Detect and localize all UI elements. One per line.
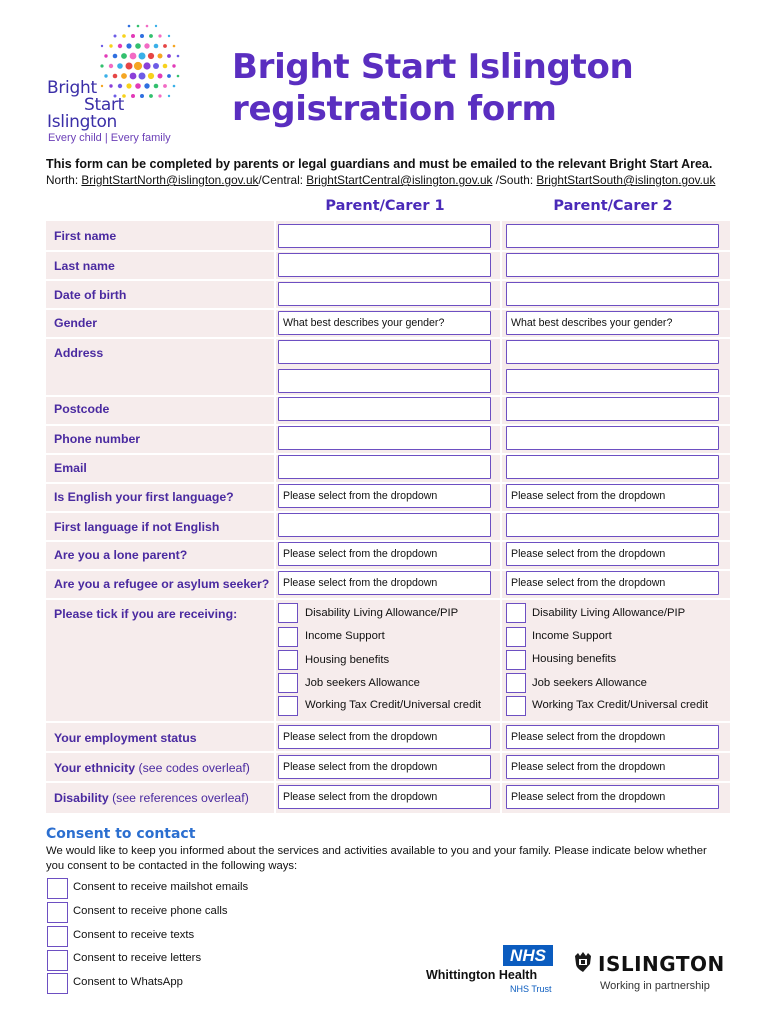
north-email-link[interactable]: BrightStartNorth@islington.gov.uk [81, 173, 259, 187]
consent-phone-label: Consent to receive phone calls [73, 905, 228, 917]
consent-phone-checkbox[interactable] [47, 902, 68, 923]
p1-phone-input[interactable] [278, 426, 491, 450]
logo-dot [167, 74, 171, 78]
p2-phone-input[interactable] [506, 426, 719, 450]
column-header-parent-2: Parent/Carer 2 [553, 198, 673, 214]
logo-dot [139, 53, 146, 60]
consent-texts-label: Consent to receive texts [73, 929, 195, 941]
p1-email-input[interactable] [278, 455, 491, 479]
row-divider [46, 598, 730, 600]
label-email: Email [54, 461, 87, 475]
p2-benefit-label: Job seekers Allowance [532, 677, 647, 689]
logo-dot [126, 43, 131, 48]
logo-dot [137, 25, 140, 28]
p1-first-name-input[interactable] [278, 224, 491, 248]
logo-dot [167, 54, 171, 58]
label-first-name: First name [54, 229, 117, 243]
p1-benefit-checkbox[interactable] [278, 603, 298, 623]
page-title [232, 46, 732, 130]
consent-mailshot-label: Consent to receive mailshot emails [73, 881, 249, 893]
p1-dob-input[interactable] [278, 282, 491, 306]
logo-dot [149, 34, 153, 38]
logo-dot [143, 62, 150, 69]
logo-dot [177, 75, 180, 78]
ethnicity-text: Your ethnicity [54, 761, 136, 775]
nhs-organisation-name: Whittington Health [426, 968, 538, 982]
row-divider [46, 308, 730, 310]
p2-gender-select[interactable]: What best describes your gender? [506, 311, 719, 335]
p2-benefit-label: Working Tax Credit/Universal credit [532, 699, 709, 711]
p2-benefit-checkbox[interactable] [506, 627, 526, 647]
logo-dot [109, 64, 113, 68]
ethnicity-note: (see codes overleaf) [135, 761, 250, 775]
consent-letters-label: Consent to receive letters [73, 952, 202, 964]
logo-dot [172, 64, 175, 67]
row-divider [46, 721, 730, 723]
p2-email-input[interactable] [506, 455, 719, 479]
logo-word-start: Start [84, 95, 125, 115]
label-disability [54, 791, 249, 805]
islington-council-logo: ISLINGTON [598, 952, 725, 976]
nhs-logo: NHS [503, 945, 553, 966]
p2-lone-parent-select[interactable]: Please select from the dropdown [506, 542, 719, 566]
logo-dot [114, 35, 117, 38]
label-phone-number: Phone number [54, 432, 141, 446]
p1-benefit-label: Working Tax Credit/Universal credit [305, 699, 482, 711]
row-divider [46, 337, 730, 339]
logo-dot [140, 94, 144, 98]
p2-benefit-label: Housing benefits [532, 653, 617, 665]
p1-ethnicity-select[interactable]: Please select from the dropdown [278, 755, 491, 779]
logo-dot [118, 44, 122, 48]
label-ethnicity [54, 761, 250, 775]
p1-employment-select[interactable]: Please select from the dropdown [278, 725, 491, 749]
logo-dot [144, 43, 149, 48]
logo-dot [140, 34, 144, 38]
logo-dot [126, 83, 131, 88]
p1-refugee-select[interactable]: Please select from the dropdown [278, 571, 491, 595]
south-email-link[interactable]: BrightStartSouth@islington.gov.uk [536, 173, 716, 187]
label-english-first-language: Is English your first language? [54, 490, 234, 504]
label-gender: Gender [54, 316, 98, 330]
p1-benefit-label: Job seekers Allowance [305, 677, 420, 689]
logo-dot [168, 35, 170, 37]
logo-dot [100, 64, 103, 67]
logo-dot [135, 43, 141, 49]
p1-last-name-input[interactable] [278, 253, 491, 277]
p1-benefit-label: Income Support [305, 630, 385, 642]
logo-dot [148, 73, 154, 79]
label-postcode: Postcode [54, 402, 110, 416]
logo-tagline: Every child | Every family [48, 132, 171, 144]
consent-mailshot-checkbox[interactable] [47, 878, 68, 899]
label-first-language: First language if not English [54, 520, 220, 534]
logo-dot [109, 44, 112, 47]
row-divider [46, 279, 730, 281]
label-date-of-birth: Date of birth [54, 288, 127, 302]
consent-text: We would like to keep you informed about the services and activities available to you and your family. Please indicate below whether you consent to be contacted in the following ways: [46, 845, 707, 872]
logo-dot [146, 25, 149, 28]
central-label: /Central: [258, 173, 307, 187]
islington-crest-icon [572, 950, 594, 974]
p2-last-name-input[interactable] [506, 253, 719, 277]
logo-dot [121, 73, 127, 79]
logo-dot [158, 94, 161, 97]
label-address: Address [54, 346, 104, 360]
logo-dot [131, 94, 135, 98]
logo-dot [117, 63, 123, 69]
p2-english-select[interactable]: Please select from the dropdown [506, 484, 719, 508]
logo-dot [109, 84, 112, 87]
label-employment-status: Your employment status [54, 731, 197, 745]
p2-postcode-input[interactable] [506, 397, 719, 421]
title-line-1: Bright Start Islington [232, 47, 634, 87]
title-line-2: registration form [232, 89, 557, 129]
logo-dot [135, 83, 141, 89]
logo-dot [104, 54, 107, 57]
logo-dot [144, 83, 149, 88]
p2-address-line-1-input[interactable] [506, 340, 719, 364]
partnership-tagline: Working in partnership [600, 980, 710, 992]
p1-address-line-1-input[interactable] [278, 340, 491, 364]
logo-dot [134, 62, 142, 70]
logo-dot [163, 64, 168, 69]
nhs-trust-label: NHS Trust [510, 984, 552, 994]
column-divider [500, 221, 502, 813]
intro-text: This form can be completed by parents or legal guardians and must be emailed to the relevant Bright Start Area. [46, 157, 713, 171]
label-last-name: Last name [54, 259, 115, 273]
p1-benefit-checkbox[interactable] [278, 696, 298, 716]
p2-disability-select[interactable]: Please select from the dropdown [506, 785, 719, 809]
logo-dot [101, 85, 103, 87]
north-label: North: [46, 173, 82, 187]
logo-dot [173, 45, 176, 48]
logo-dot [128, 25, 131, 28]
logo-dot [139, 73, 146, 80]
logo-dot [158, 74, 163, 79]
p1-benefit-checkbox[interactable] [278, 673, 298, 693]
p1-benefit-label: Disability Living Allowance/PIP [305, 607, 459, 619]
consent-letters-checkbox[interactable] [47, 950, 68, 971]
logo-dot [158, 34, 161, 37]
p2-first-language-input[interactable] [506, 513, 719, 537]
p2-benefit-checkbox[interactable] [506, 673, 526, 693]
p2-benefit-label: Disability Living Allowance/PIP [532, 607, 686, 619]
logo-dot [101, 45, 103, 47]
central-email-link[interactable]: BrightStartCentral@islington.gov.uk [306, 173, 493, 187]
p1-first-language-input[interactable] [278, 513, 491, 537]
logo-word-bright: Bright [47, 78, 97, 98]
logo-dot [131, 34, 135, 38]
logo-dot [154, 84, 159, 89]
p1-benefit-checkbox[interactable] [278, 627, 298, 647]
label-lone-parent: Are you a lone parent? [54, 548, 188, 562]
p1-gender-select[interactable]: What best describes your gender? [278, 311, 491, 335]
disability-text: Disability [54, 791, 109, 805]
logo-dot [163, 44, 167, 48]
logo-dot [126, 63, 133, 70]
logo-dot [163, 84, 167, 88]
row-divider [46, 250, 730, 252]
p1-benefit-checkbox[interactable] [278, 650, 298, 670]
logo-dot [154, 44, 159, 49]
south-label: /South: [492, 173, 537, 187]
logo-dot [122, 34, 126, 38]
consent-whatsapp-checkbox[interactable] [47, 973, 68, 994]
consent-whatsapp-label: Consent to WhatsApp [73, 976, 183, 988]
consent-texts-checkbox[interactable] [47, 926, 68, 947]
logo-dot [155, 25, 157, 27]
logo-dot [153, 63, 159, 69]
logo-dot [118, 84, 122, 88]
logo-dot [177, 55, 180, 58]
p1-lone-parent-select[interactable]: Please select from the dropdown [278, 542, 491, 566]
logo-dot [104, 74, 107, 77]
p2-refugee-select[interactable]: Please select from the dropdown [506, 571, 719, 595]
logo-dot [149, 94, 153, 98]
p2-benefit-label: Income Support [532, 630, 612, 642]
logo-dot [173, 85, 176, 88]
p2-benefit-checkbox[interactable] [506, 603, 526, 623]
logo-dot [121, 53, 127, 59]
row-divider [46, 751, 730, 753]
logo-word-islington: Islington [47, 112, 118, 132]
p2-ethnicity-select[interactable]: Please select from the dropdown [506, 755, 719, 779]
row-divider [46, 781, 730, 783]
label-refugee: Are you a refugee or asylum seeker? [54, 577, 270, 591]
p2-employment-select[interactable]: Please select from the dropdown [506, 725, 719, 749]
p2-benefit-checkbox[interactable] [506, 696, 526, 716]
logo-dot [148, 53, 154, 59]
logo-dot [158, 54, 163, 59]
logo-dot [113, 74, 118, 79]
p2-first-name-input[interactable] [506, 224, 719, 248]
column-header-parent-1: Parent/Carer 1 [325, 198, 445, 214]
label-benefits: Please tick if you are receiving: [54, 607, 238, 621]
logo-dot [130, 73, 137, 80]
p1-benefit-label: Housing benefits [305, 654, 390, 666]
p2-benefit-checkbox[interactable] [506, 650, 526, 670]
p2-address-line-2-input[interactable] [506, 369, 719, 393]
disability-note: (see references overleaf) [108, 791, 249, 805]
consent-heading: Consent to contact [46, 826, 196, 842]
area-emails [46, 173, 766, 187]
p1-address-line-2-input[interactable] [278, 369, 491, 393]
p1-english-select[interactable]: Please select from the dropdown [278, 484, 491, 508]
p1-disability-select[interactable]: Please select from the dropdown [278, 785, 491, 809]
p1-postcode-input[interactable] [278, 397, 491, 421]
logo-dot [130, 53, 137, 60]
column-divider [274, 221, 276, 813]
logo-dot [168, 95, 170, 97]
logo-dot [113, 54, 118, 59]
p2-dob-input[interactable] [506, 282, 719, 306]
